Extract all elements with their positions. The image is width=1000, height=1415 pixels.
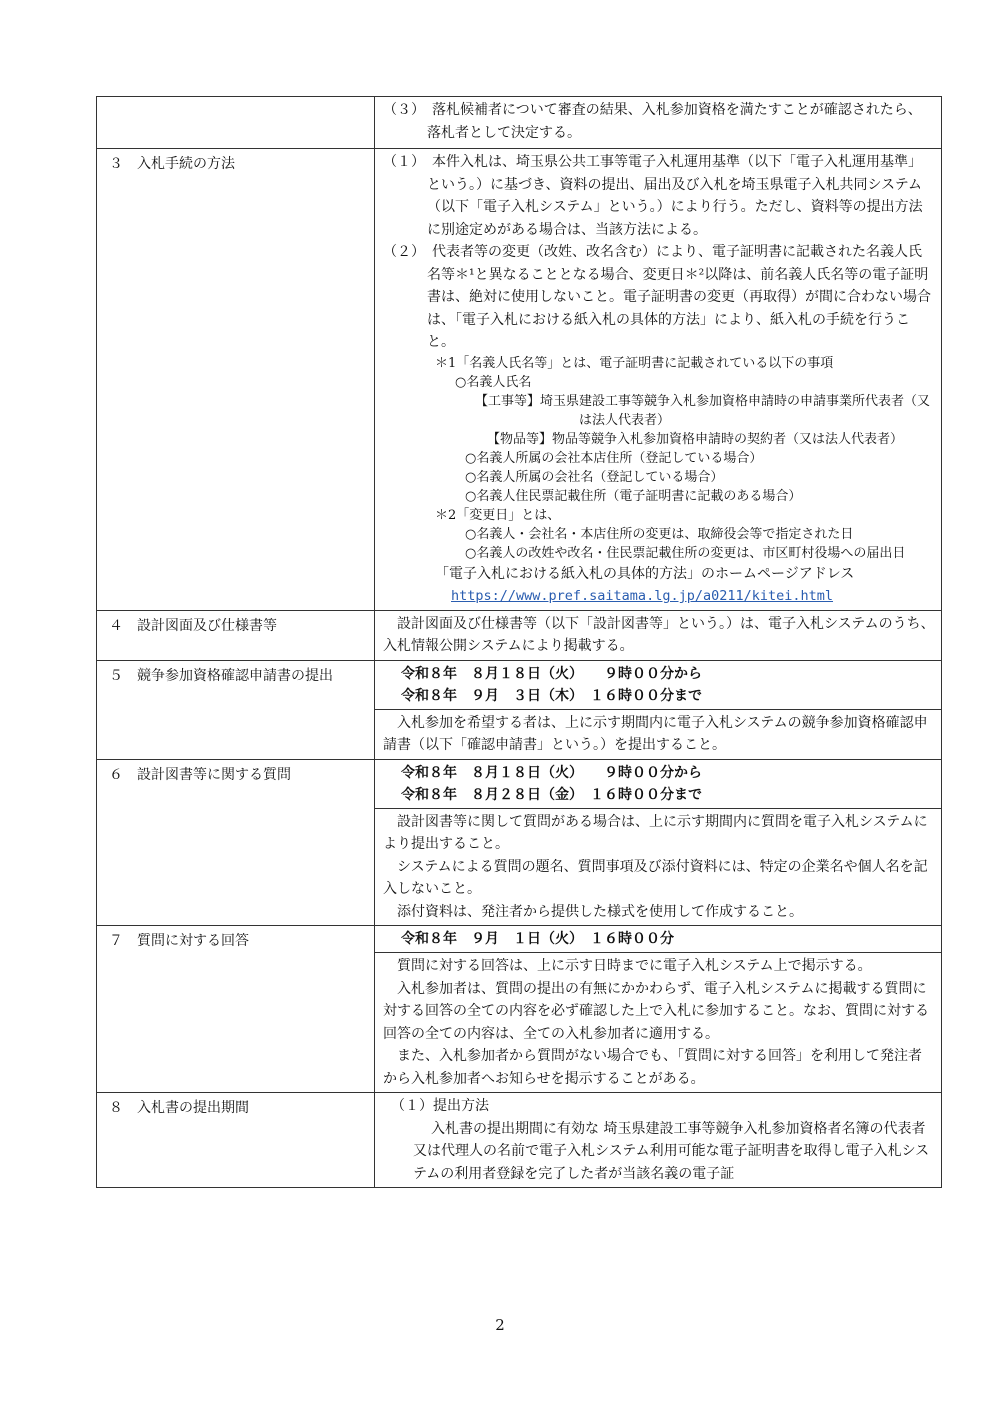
date-range <box>375 759 942 808</box>
note-item: ○名義人・会社名・本店住所の変更は、取締役会等で指定された日 <box>465 526 854 542</box>
section-content <box>375 149 942 611</box>
note-title: ＊1「名義人氏名等」とは、電子証明書に記載されている以下の事項 <box>435 355 834 371</box>
table-row <box>97 926 942 953</box>
table-row <box>97 97 942 149</box>
page-number: 2 <box>495 1316 505 1334</box>
paragraph: 入札参加者は、質問の提出の有無にかかわらず、電子入札システムに掲載する質問に対する回答の全ての内容を必ず確認した上で入札に参加すること。なお、質問に対する回答の全ての内容は、全ての入札参加者に適用する。 <box>383 980 929 1042</box>
section-content <box>375 808 942 926</box>
item-3-award: （３） 落札候補者について審査の結果、入札参加資格を満たすことが確認されたら、落札者として決定する。 <box>383 102 922 141</box>
section-content <box>375 709 942 759</box>
note-subitem: 【物品等】物品等競争入札参加資格申請時の契約者（又は法人代表者） <box>487 431 904 447</box>
answer-date: 令和８年 ９月 １日（火） １６時００分 <box>401 931 674 947</box>
paragraph: また、入札参加者から質問がない場合でも、「質問に対する回答」を利用して発注者から入札参加者へお知らせを掲示することがある。 <box>383 1048 922 1087</box>
date-to: 令和８年 ９月 ３日（木） １６時００分まで <box>401 687 702 704</box>
paragraph: （１） 本件入札は、埼玉県公共工事等電子入札運用基準（以下「電子入札運用基準」という。）に基づき、資料の提出、届出及び入札を埼玉県電子入札共同システム（以下「電子入札システム」という。）により行う。ただし、資料等の提出方法に別途定めがある場合は、当該方法による。 <box>383 154 923 238</box>
section-label: ５ 競争参加資格確認申請書の提出 <box>97 660 375 759</box>
note-item: ○名義人所属の会社本店住所（登記している場合） <box>465 450 763 466</box>
note-item: ○名義人氏名 <box>455 374 532 390</box>
section-label: ３ 入札手続の方法 <box>97 149 375 611</box>
paragraph: 質問に対する回答は、上に示す日時までに電子入札システム上で掲示する。 <box>397 958 872 974</box>
footnote-block <box>383 354 935 563</box>
table-row <box>97 1093 942 1188</box>
subsection-title: （１）提出方法 <box>391 1098 489 1114</box>
paragraph: 設計図面及び仕様書等（以下「設計図書等」という。）は、電子入札システムのうち、入札情報公開システムにより掲載する。 <box>383 615 935 654</box>
date-single <box>375 926 942 953</box>
paragraph: 設計図書等に関して質問がある場合は、上に示す期間内に質問を電子入札システムにより提出すること。 <box>383 813 928 852</box>
notice-table <box>96 96 942 1188</box>
note-item: ○名義人住民票記載住所（電子証明書に記載のある場合） <box>465 488 802 504</box>
homepage-link[interactable]: https://www.pref.saitama.lg.jp/a0211/kitei.html <box>451 588 834 604</box>
section-content <box>375 610 942 660</box>
section-label: ８ 入札書の提出期間 <box>97 1093 375 1188</box>
row-content <box>375 97 942 149</box>
date-range <box>375 660 942 709</box>
paragraph: システムによる質問の題名、質問事項及び添付資料には、特定の企業名や個人名を記入しないこと。 <box>383 858 928 897</box>
date-to: 令和８年 ８月２８日（金） １６時００分まで <box>401 786 702 803</box>
section-label: ７ 質問に対する回答 <box>97 926 375 1093</box>
homepage-block <box>383 563 935 608</box>
table-row <box>97 660 942 709</box>
paragraph: （２） 代表者等の変更（改姓、改名含む）により、電子証明書に記載された名義人氏名等＊¹と異なることとなる場合、変更日＊²以降は、前名義人氏名等の電子証明書は、絶対に使用しないこと。電子証明書の変更（再取得）が間に合わない場合は、「電子入札における紙入札の具体的方法」により、紙入札の手続を行うこと。 <box>383 244 931 350</box>
paragraph: 入札書の提出期間に有効な 埼玉県建設工事等競争入札参加資格者名簿の代表者又は代理人の名前で電子入札システム利用可能な電子証明書を取得し電子入札システムの利用者登録を完了した者が当該名義の電子証 <box>413 1120 930 1182</box>
date-from: 令和８年 ８月１８日（火） ９時００分から <box>401 665 702 682</box>
note-title: ＊2「変更日」とは、 <box>435 507 561 523</box>
section-label: ４ 設計図面及び仕様書等 <box>97 610 375 660</box>
paragraph: 添付資料は、発注者から提供した様式を使用して作成すること。 <box>397 903 803 920</box>
section-label: ６ 設計図書等に関する質問 <box>97 759 375 926</box>
note-item: ○名義人の改姓や改名・住民票記載住所の変更は、市区町村役場への届出日 <box>465 545 906 561</box>
note-item: ○名義人所属の会社名（登記している場合） <box>465 469 724 485</box>
note-subitem: 【工事等】埼玉県建設工事等競争入札参加資格申請時の申請事業所代表者（又は法人代表者） <box>475 393 931 428</box>
table-row <box>97 759 942 808</box>
section-content <box>375 953 942 1093</box>
section-content <box>375 1093 942 1188</box>
paragraph: 入札参加を希望する者は、上に示す期間内に電子入札システムの競争参加資格確認申請書（以下「確認申請書」という。）を提出すること。 <box>383 714 928 753</box>
homepage-label: 「電子入札における紙入札の具体的方法」のホームページアドレス <box>435 565 855 582</box>
row-label-empty <box>97 97 375 149</box>
table-row <box>97 149 942 611</box>
date-from: 令和８年 ８月１８日（火） ９時００分から <box>401 764 702 781</box>
table-row <box>97 610 942 660</box>
